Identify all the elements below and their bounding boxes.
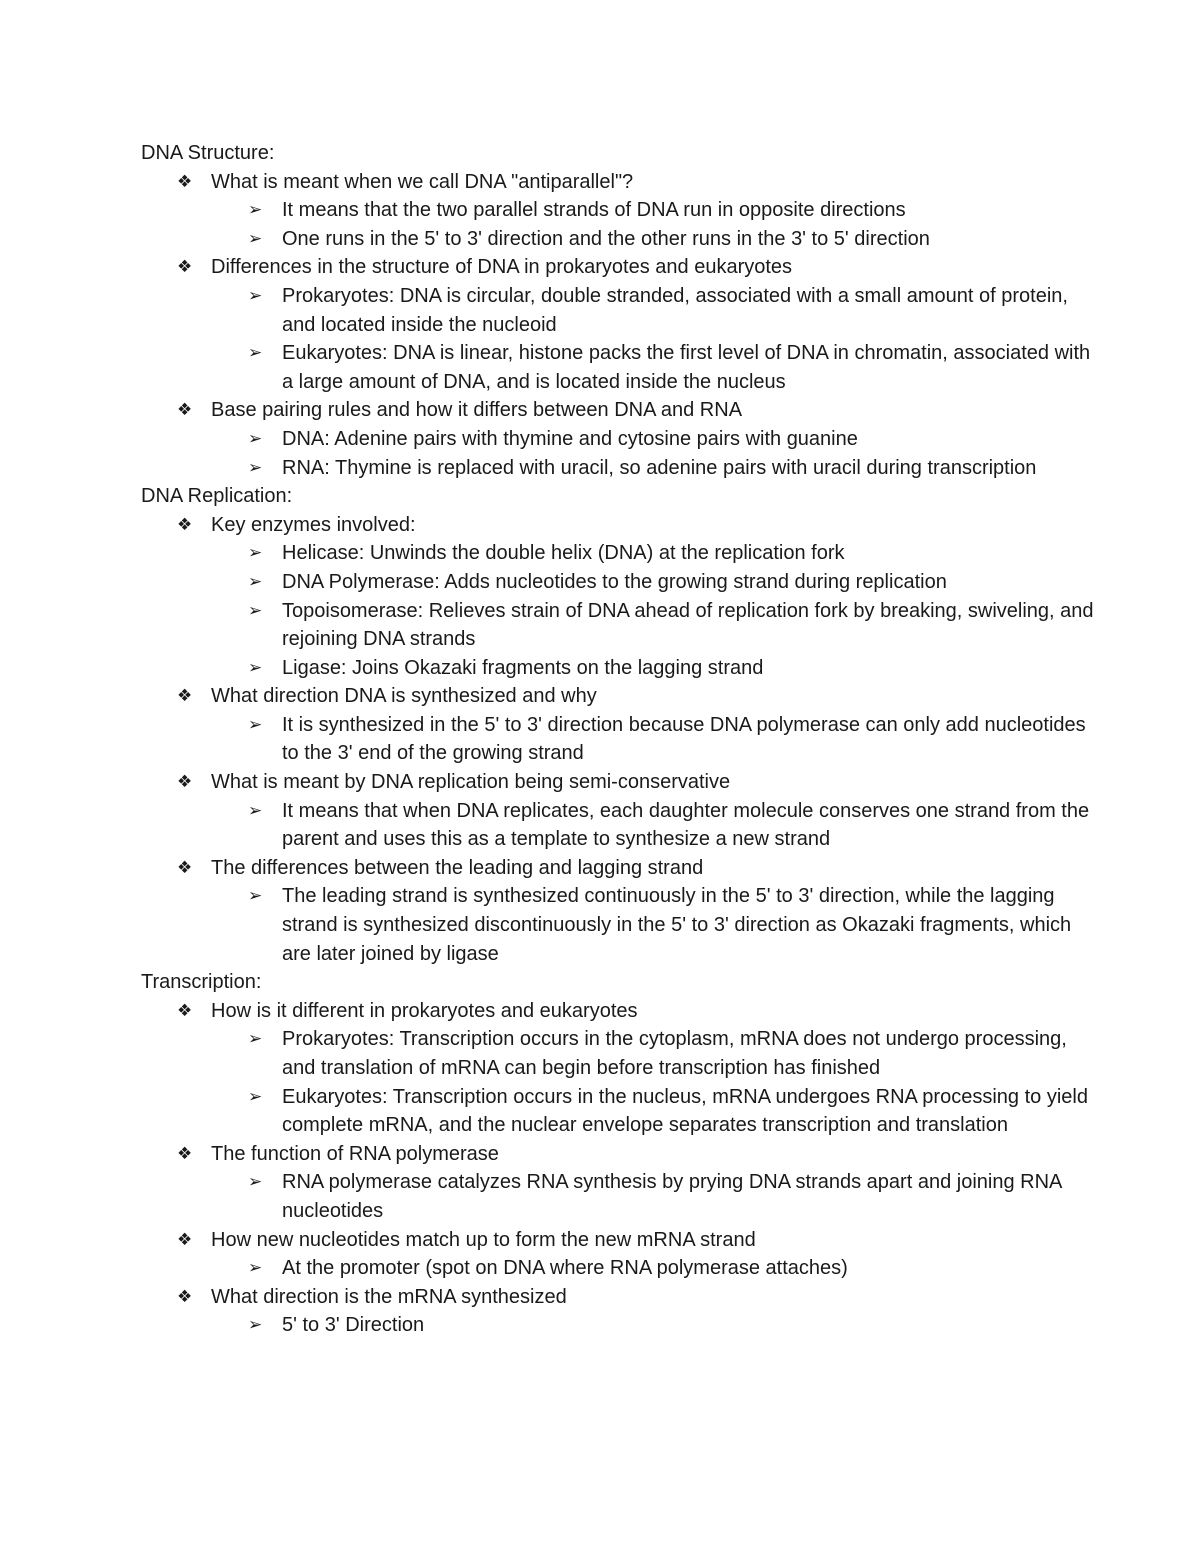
answer-text: 5' to 3' Direction (282, 1314, 425, 1337)
answer-text: Ligase: Joins Okazaki fragments on the lagging strand (282, 656, 764, 679)
question-item (141, 511, 1101, 683)
answer-text: DNA: Adenine pairs with thymine and cytosine pairs with guanine (282, 427, 858, 450)
question-text: Base pairing rules and how it differs between DNA and RNA (211, 399, 743, 422)
arrow-bullet-icon: ➢ (248, 343, 263, 364)
answer-list (141, 1168, 1101, 1225)
answer-item (141, 597, 1101, 654)
diamond-bullet-icon: ❖ (177, 1143, 193, 1164)
answer-text: Prokaryotes: DNA is circular, double stranded, associated with a small amount of protein, and located inside the nucleoid (282, 284, 1068, 336)
arrow-bullet-icon: ➢ (248, 457, 263, 478)
question-list (141, 168, 1101, 483)
answer-list (141, 1254, 1101, 1283)
question-list (141, 511, 1101, 969)
question-item (141, 1226, 1101, 1283)
question-item (141, 682, 1101, 768)
question-text: Differences in the structure of DNA in prokaryotes and eukaryotes (211, 256, 793, 279)
diamond-bullet-icon: ❖ (177, 171, 193, 192)
answer-item (141, 797, 1101, 854)
question-text: Key enzymes involved: (211, 513, 416, 536)
question-item (141, 168, 1101, 254)
question-item (141, 997, 1101, 1140)
answer-item (141, 196, 1101, 225)
question-text: What direction is the mRNA synthesized (211, 1285, 567, 1308)
arrow-bullet-icon: ➢ (248, 600, 263, 621)
section-title: DNA Structure: (141, 142, 275, 164)
arrow-bullet-icon: ➢ (248, 571, 263, 592)
answer-list (141, 196, 1101, 253)
answer-text: RNA: Thymine is replaced with uracil, so adenine pairs with uracil during transcription (282, 456, 1037, 479)
answer-item (141, 1025, 1101, 1082)
answer-list (141, 1311, 1101, 1340)
question-item (141, 253, 1101, 396)
question-text: How is it different in prokaryotes and eukaryotes (211, 999, 638, 1022)
arrow-bullet-icon: ➢ (248, 1086, 263, 1107)
arrow-bullet-icon: ➢ (248, 285, 263, 306)
answer-item (141, 454, 1101, 483)
arrow-bullet-icon: ➢ (248, 1029, 263, 1050)
document-body (141, 139, 1101, 1340)
answer-list (141, 882, 1101, 968)
answer-text: Eukaryotes: DNA is linear, histone packs the first level of DNA in chromatin, associated with a large amount of DNA, and is located inside the nucleus (282, 342, 1091, 393)
arrow-bullet-icon: ➢ (248, 800, 263, 821)
answer-text: At the promoter (spot on DNA where RNA polymerase attaches) (282, 1257, 848, 1280)
answer-text: The leading strand is synthesized continuously in the 5' to 3' direction, while the lagging strand is synthesized discontinuously in the 5' to 3' direction as Okazaki fragments, which are later joined by ligase (282, 885, 1072, 965)
question-text: What is meant when we call DNA "antiparallel"? (211, 170, 634, 193)
diamond-bullet-icon: ❖ (177, 772, 193, 793)
answer-text: It is synthesized in the 5' to 3' direction because DNA polymerase can only add nucleotides to the 3' end of the growing strand (282, 713, 1086, 765)
question-text: The differences between the leading and lagging strand (211, 856, 704, 879)
diamond-bullet-icon: ❖ (177, 257, 193, 278)
question-text: What is meant by DNA replication being semi-conservative (211, 771, 731, 794)
answer-text: Eukaryotes: Transcription occurs in the nucleus, mRNA undergoes RNA processing to yield complete mRNA, and the nuclear envelope separates transcription and translation (282, 1085, 1088, 1137)
answer-list (141, 539, 1101, 682)
answer-text: RNA polymerase catalyzes RNA synthesis by prying DNA strands apart and joining RNA nucleotides (282, 1171, 1062, 1222)
answer-item (141, 225, 1101, 254)
answer-item (141, 282, 1101, 339)
question-item (141, 1283, 1101, 1340)
answer-text: Helicase: Unwinds the double helix (DNA) at the replication fork (282, 542, 845, 565)
answer-list (141, 797, 1101, 854)
section-title: DNA Replication: (141, 485, 293, 508)
answer-text: One runs in the 5' to 3' direction and the other runs in the 3' to 5' direction (282, 227, 930, 250)
answer-item (141, 882, 1101, 968)
arrow-bullet-icon: ➢ (248, 200, 263, 221)
diamond-bullet-icon: ❖ (177, 686, 193, 707)
answer-item (141, 1168, 1101, 1225)
question-text: The function of RNA polymerase (211, 1142, 499, 1165)
arrow-bullet-icon: ➢ (248, 1258, 263, 1279)
question-text: How new nucleotides match up to form the new mRNA strand (211, 1228, 756, 1251)
answer-list (141, 1025, 1101, 1139)
answer-item (141, 654, 1101, 683)
arrow-bullet-icon: ➢ (248, 228, 263, 249)
section-title: Transcription: (141, 971, 262, 994)
question-item (141, 1140, 1101, 1226)
diamond-bullet-icon: ❖ (177, 514, 193, 535)
question-item (141, 854, 1101, 968)
answer-text: Prokaryotes: Transcription occurs in the cytoplasm, mRNA does not undergo processing, and translation of mRNA can begin before transcription has finished (282, 1028, 1067, 1079)
question-text: What direction DNA is synthesized and why (211, 685, 597, 708)
diamond-bullet-icon: ❖ (177, 1286, 193, 1307)
answer-text: It means that when DNA replicates, each daughter molecule conserves one strand from the parent and uses this as a template to synthesize a new strand (282, 799, 1090, 851)
arrow-bullet-icon: ➢ (248, 428, 263, 449)
answer-item (141, 1083, 1101, 1140)
answer-item (141, 339, 1101, 396)
question-item (141, 396, 1101, 482)
arrow-bullet-icon: ➢ (248, 714, 263, 735)
arrow-bullet-icon: ➢ (248, 543, 263, 564)
arrow-bullet-icon: ➢ (248, 1315, 263, 1336)
answer-item (141, 711, 1101, 768)
section-dna-structure (141, 139, 1101, 482)
arrow-bullet-icon: ➢ (248, 886, 263, 907)
question-item (141, 768, 1101, 854)
answer-list (141, 711, 1101, 768)
answer-item (141, 568, 1101, 597)
diamond-bullet-icon: ❖ (177, 400, 193, 421)
answer-text: DNA Polymerase: Adds nucleotides to the growing strand during replication (282, 570, 947, 593)
diamond-bullet-icon: ❖ (177, 1229, 193, 1250)
answer-list (141, 425, 1101, 482)
diamond-bullet-icon: ❖ (177, 1000, 193, 1021)
section-dna-replication (141, 482, 1101, 968)
answer-item (141, 1311, 1101, 1340)
answer-text: It means that the two parallel strands of DNA run in opposite directions (282, 199, 906, 222)
arrow-bullet-icon: ➢ (248, 657, 263, 678)
answer-text: Topoisomerase: Relieves strain of DNA ahead of replication fork by breaking, swiveling, and rejoining DNA strands (282, 599, 1094, 651)
answer-item (141, 425, 1101, 454)
answer-item (141, 539, 1101, 568)
answer-list (141, 282, 1101, 396)
answer-item (141, 1254, 1101, 1283)
diamond-bullet-icon: ❖ (177, 857, 193, 878)
arrow-bullet-icon: ➢ (248, 1172, 263, 1193)
section-transcription (141, 968, 1101, 1340)
question-list (141, 997, 1101, 1340)
